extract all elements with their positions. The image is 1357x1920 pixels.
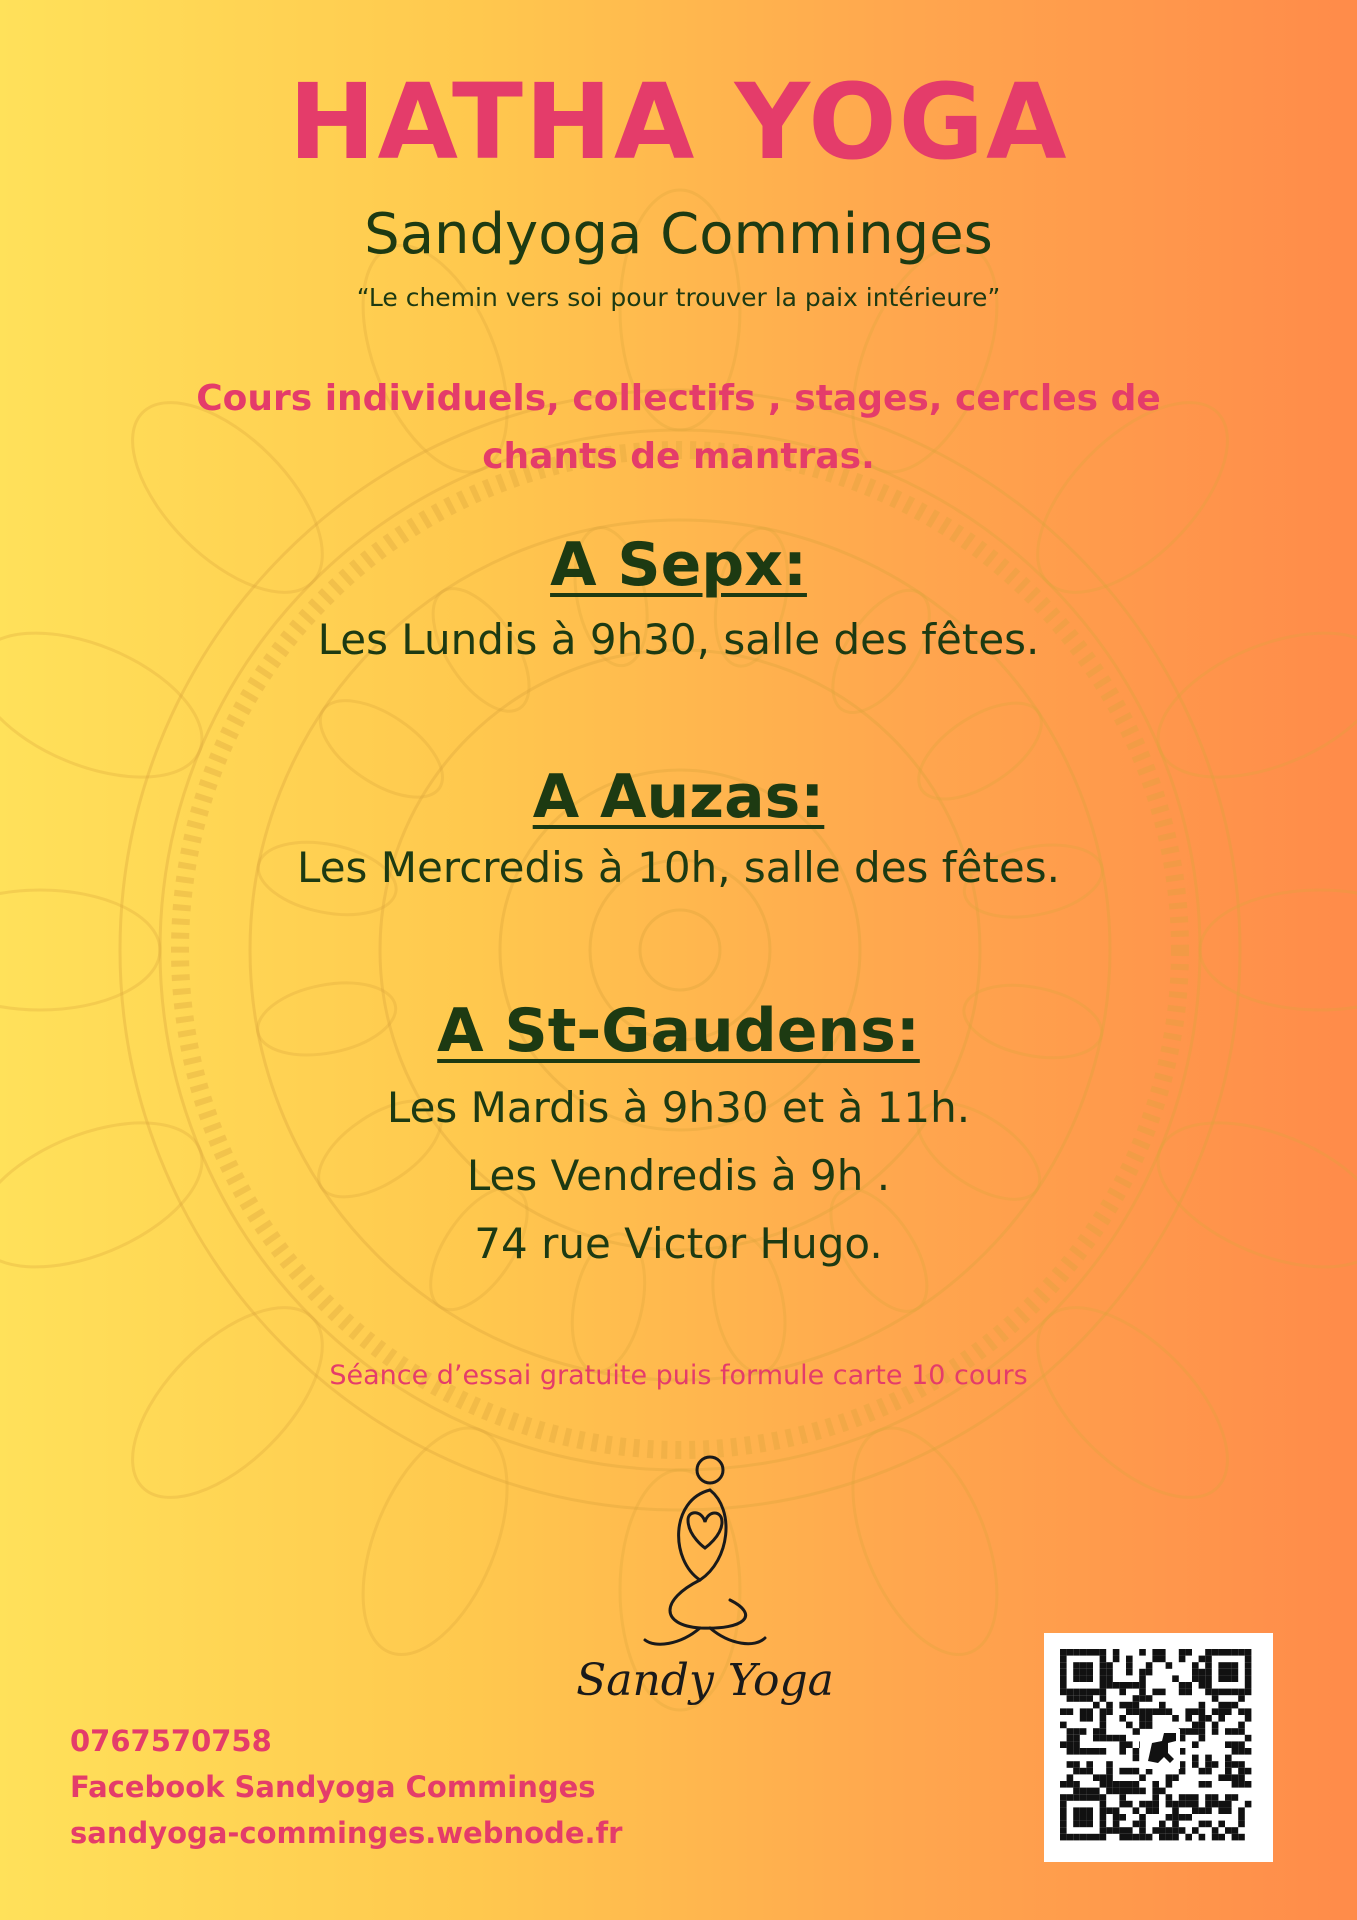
- meditating-heart-icon: [560, 1450, 850, 1710]
- location-title: A St-Gaudens:: [437, 996, 920, 1066]
- location-sepx: [0, 528, 1357, 674]
- location-title: A Sepx:: [550, 530, 807, 600]
- facebook-link[interactable]: Facebook Sandyoga Comminges: [70, 1770, 596, 1804]
- location-title: A Auzas:: [532, 762, 825, 832]
- address-line: 74 rue Victor Hugo.: [474, 1219, 883, 1268]
- location-auzas: [0, 760, 1357, 902]
- contact-block: [70, 1718, 622, 1856]
- qr-code-icon: [1044, 1633, 1273, 1862]
- location-st-gaudens: [0, 994, 1357, 1278]
- page-title: HATHA YOGA: [288, 61, 1069, 183]
- schedule-line: Les Vendredis à 9h .: [466, 1151, 891, 1200]
- offer-text: [140, 370, 1217, 486]
- schedule-line: Les Mardis à 9h30 et à 11h.: [386, 1083, 971, 1132]
- offer-line-2: chants de mantras.: [482, 436, 875, 477]
- studio-name: Sandyoga Comminges: [364, 202, 993, 267]
- offer-line-1: Cours individuels, collectifs , stages, cercles de: [196, 378, 1161, 419]
- tagline: “Le chemin vers soi pour trouver la paix intérieure”: [356, 283, 1001, 312]
- website-link[interactable]: sandyoga-comminges.webnode.fr: [70, 1816, 623, 1850]
- schedule-line: Les Lundis à 9h30, salle des fêtes.: [317, 615, 1040, 664]
- qr-code[interactable]: [1044, 1633, 1273, 1862]
- schedule-line: Les Mercredis à 10h, salle des fêtes.: [297, 843, 1060, 892]
- trial-offer: Séance d’essai gratuite puis formule carte 10 cours: [329, 1360, 1028, 1391]
- logo-text: Sandy Yoga: [576, 1655, 834, 1706]
- phone-number[interactable]: 0767570758: [70, 1724, 272, 1758]
